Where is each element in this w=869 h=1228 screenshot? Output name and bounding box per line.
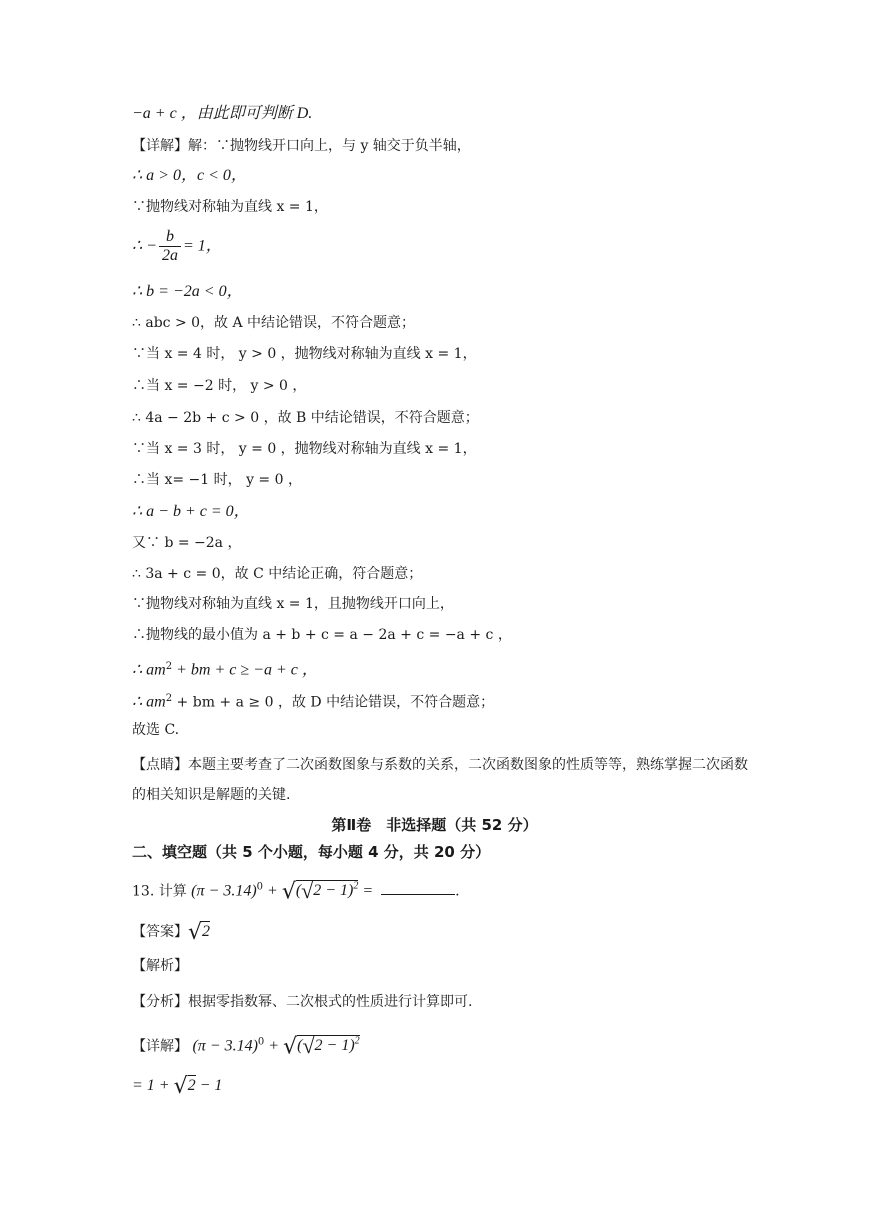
fenxi-line: 【分析】根据零指数幂、二次根式的性质进行计算即可. xyxy=(132,994,473,1010)
text-line xyxy=(132,657,318,681)
superscript: 2 xyxy=(354,1036,360,1047)
expr-part: (π − 3.14) xyxy=(191,882,257,900)
sqrt-icon: √ xyxy=(301,878,314,904)
answer-label: 【答案】 xyxy=(132,924,188,940)
text-line: ∴ b = −2a < 0， xyxy=(132,283,243,300)
detail-line xyxy=(132,1032,360,1060)
text-part: + bm + a ≥ 0 ，故 D 中结论错误，不符合题意； xyxy=(172,694,495,711)
question-13 xyxy=(132,877,460,905)
expr-part: = 1 + xyxy=(132,1077,174,1094)
text-line: 又∵ b = −2a ， xyxy=(132,535,242,551)
expr-part: . xyxy=(455,883,460,900)
text-part: ∴ − xyxy=(132,237,157,255)
expr-part: − 1 xyxy=(195,1077,223,1094)
final-line xyxy=(132,1076,222,1097)
text-line: ∵当 x = 3 时， y = 0 ，抛物线对称轴为直线 x = 1， xyxy=(132,441,477,457)
dianjing-paragraph: 【点睛】本题主要考查了二次函数图象与系数的关系，二次函数图象的性质等等，熟练掌握二次函数的相关知识是解题的关键. xyxy=(132,757,748,803)
radicand: 2 xyxy=(314,1037,323,1055)
superscript: 2 xyxy=(165,693,173,704)
expr-part: (π − 3.14) xyxy=(192,1037,258,1055)
text-line: ∴ a − b + c = 0， xyxy=(132,503,250,520)
text-line: ∴ abc > 0，故 A 中结论错误，不符合题意； xyxy=(132,315,416,331)
radical-body xyxy=(297,1033,360,1059)
text-line: ∴当 x= −1 时， y = 0 ， xyxy=(132,472,302,488)
expr-part: − 1) xyxy=(321,882,354,900)
text-line: ∴当 x = −2 时， y > 0 ， xyxy=(132,378,307,394)
expr-part: ( xyxy=(295,882,302,900)
answer-blank[interactable] xyxy=(381,880,455,895)
section-subtitle: 二、填空题（共 5 个小题，每小题 4 分，共 20 分） xyxy=(132,843,491,861)
sqrt-icon: √ xyxy=(188,920,203,945)
sqrt-icon: √ xyxy=(281,879,296,905)
expr-part: + xyxy=(264,1037,284,1055)
text-line: ∴ 4a − 2b + c > 0 ，故 B 中结论错误，不符合题意； xyxy=(132,410,479,426)
radicand: 2 xyxy=(187,1077,196,1094)
radicand: 2 xyxy=(313,882,322,900)
text-line: ∴ 3a + c = 0，故 C 中结论正确，符合题意； xyxy=(132,566,423,582)
superscript: 2 xyxy=(353,881,359,892)
superscript: 0 xyxy=(257,1036,265,1048)
text-line: ∵当 x = 4 时， y > 0 ，抛物线对称轴为直线 x = 1， xyxy=(132,346,477,362)
text-line: ∴抛物线的最小值为 a + b + c = a − 2a + c = −a + c ， xyxy=(132,627,512,643)
question-prefix: 13. 计算 xyxy=(132,883,187,900)
text-line: 【详解】解：∵抛物线开口向上，与 y 轴交于负半轴， xyxy=(132,138,471,154)
sqrt-icon: √ xyxy=(283,1034,298,1060)
expr-part: − 1) xyxy=(322,1037,355,1055)
fraction xyxy=(159,228,181,265)
section-title: 第Ⅱ卷 非选择题（共 52 分） xyxy=(331,816,538,834)
fraction-line xyxy=(132,228,222,265)
answer-value: 2 xyxy=(202,923,211,940)
text-line: −a + c ，由此即可判断 D. xyxy=(132,105,313,122)
sqrt-icon: √ xyxy=(173,1074,188,1099)
text-line: 故选 C. xyxy=(132,722,180,738)
fraction-numerator: b xyxy=(159,228,181,247)
text-line: ∵抛物线对称轴为直线 x = 1， xyxy=(132,199,328,215)
text-part: = 1， xyxy=(182,237,222,255)
radical-body xyxy=(295,878,359,904)
analysis-label: 【解析】 xyxy=(132,958,188,974)
fraction-denominator: 2a xyxy=(161,247,178,264)
expr-part: + xyxy=(263,882,282,900)
text-part: ∴ am xyxy=(132,693,166,711)
detail-label: 【详解】 xyxy=(132,1038,188,1055)
answer-line xyxy=(132,922,210,943)
text-line: ∵抛物线对称轴为直线 x = 1，且抛物线开口向上， xyxy=(132,596,454,612)
text-line xyxy=(132,689,494,713)
text-part: + bm + c ≥ −a + c ， xyxy=(172,661,318,679)
expr-part: ( xyxy=(297,1037,303,1055)
superscript: 0 xyxy=(256,881,264,893)
text-line: ∴ a > 0，c < 0， xyxy=(132,167,247,184)
superscript: 2 xyxy=(165,661,173,672)
sqrt-icon: √ xyxy=(302,1033,315,1059)
text-part: ∴ am xyxy=(132,661,166,679)
expr-part: = xyxy=(358,882,378,900)
